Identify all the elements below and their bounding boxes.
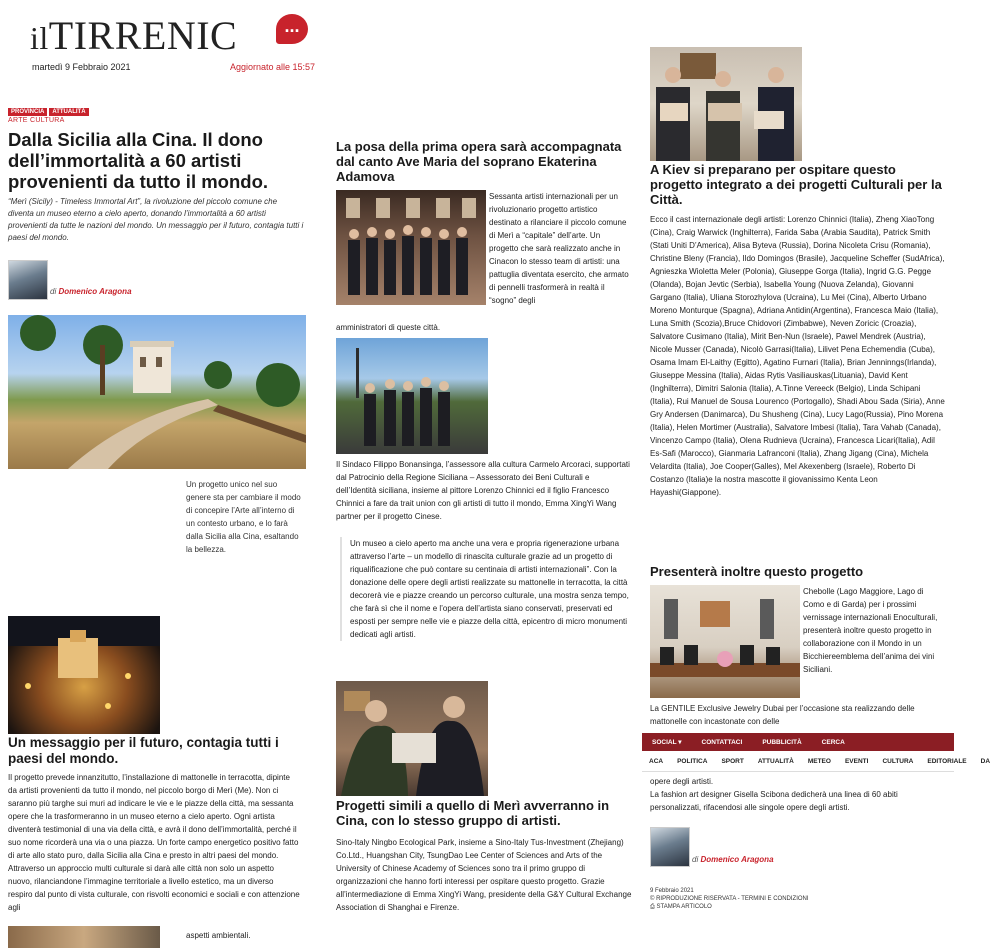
paragraph-simili: Sino-Italy Ningbo Ecological Park, insieme a Sino-Italy Tus-Investment (Zhejiang) Co.Ltd., Huangshan City, TsungDao Lee Center of Sciences and Arts of the University of Chinese Academy of Sciences sono tra il primo gruppo di organizzazioni che hanno forti interessi per ospitare questo progetto. Grazie all’intermediazione di Emma XingYi Wang, presidente della G&Y Cultural Exchange Association di Shanghai e Firenze. [336,838,632,912]
heading-kiev: A Kiev si preparano per ospitare questo progetto integrato a dei progetti Culturali per la Città. [650,162,942,207]
author-avatar-bottom[interactable] [650,827,690,867]
nav-bar-top [642,733,954,751]
nav-cultura[interactable]: CULTURA [882,758,914,765]
nav-cerca[interactable]: CERCA [821,738,845,746]
article-photo-conference [650,585,800,698]
night-illustration [8,616,160,734]
logo-bubble-icon: ... [276,14,308,44]
group-illustration [336,338,488,454]
paragraph-posa: Sessanta artisti internazionali per un rivoluzionario progetto artistico destinato a rilanciare il piccolo comune di Merì a “capitale” dell’arte. Un progetto che sarà realizzato anche in Cinacon lo stesso team di artisti: una pattuglia diventata esercito, che armato di pennelli trasformerà in realtà il “sogno” degli [489,192,629,305]
nav-sport[interactable]: SPORT [721,758,744,765]
nav-cronaca[interactable]: ACA [649,758,664,765]
article-title: Dalla Sicilia alla Cina. Il dono dell’immortalità a 60 artisti provenienti da tutto il mondo. [8,129,269,192]
footer-rights-link[interactable]: © RIPRODUZIONE RISERVATA - TERMINI E CONDIZIONI [650,896,809,902]
section-label[interactable]: ARTE CULTURA [8,117,65,124]
side-paragraph: Un progetto unico nel suo genere sta per cambiare il modo di concepire l’Arte all’interno di un contesto urbano, e lo farà dalla Sicilia alla Cina, esaltando la bellezza. [186,480,301,554]
nav-bar-sections [642,752,991,772]
article-lead: “Merì (Sicily) - Timeless Immortal Art”, la rivoluzione del piccolo comune che diventa un museo eterno a cielo aperto, donando l’immortalità a 60 artisti provenienti da tutte le nazioni del mondo. Un messaggio per il futuro, contagia tutti i paesi del mondo. [8,197,304,242]
kiev-illustration [650,47,802,161]
header-updated: Aggiornato alle 15:57 [230,62,316,72]
heading-presentera: Presenterà inoltre questo progetto [650,564,864,579]
article-photo-kiev [650,47,802,161]
article-photo-night [8,616,160,734]
painting-illustration [336,681,488,796]
nav-pubblicita[interactable]: PUBBLICITÀ [762,738,802,746]
nav-eventi[interactable]: EVENTI [844,758,869,765]
conference-illustration [650,585,800,698]
article-quote: Un museo a cielo aperto ma anche una vera e propria rigenerazione urbana attraverso l’arte – un modello di rinascita culturale grazie ad un progetto di riqualificazione che può contare su centinaia di artisti internazionali”. Con la donazione delle opere degli artisti realizzate su mattonelle in terracotta, la città decorerà vie e piazze creando un percorso culturale, una mostra senza tempo, che farà sì che il nome e l’opera dell’artista siano conservati, preservati ed esposti per sempre nelle vie e piazze della città, epicentro di micro monumenti dedicati agli artisti. [340,537,630,641]
paragraph-opere: opere degli artisti. [650,777,714,786]
nav-da[interactable]: DA [980,758,991,765]
article-photo-theater [336,190,486,305]
tag-list [8,100,91,118]
tag-attualita[interactable]: ATTUALITÀ [49,108,88,116]
nav-meteo[interactable]: METEO [807,758,831,765]
print-icon: ⎙ [650,904,655,910]
author-avatar[interactable] [8,260,48,300]
paragraph-message-tail: aspetti ambientali. [186,931,251,940]
paragraph-gentile: La GENTILE Exclusive Jewelry Dubai per l’occasione sta realizzando delle mattonelle con incastonate con delle [650,704,915,726]
article-photo-painting [336,681,488,796]
park-illustration [8,315,306,469]
footer-date: 9 Febbraio 2021 [650,888,694,894]
nav-attualita[interactable]: ATTUALITÀ [757,758,794,765]
paragraph-cast: Ecco il cast internazionale degli artisti: Lorenzo Chinnici (Italia), Zheng XiaoTong (Cina), Craig Warwick (Inghilterra), Farida Saba (Arabia Saudita), Patrick Smith (Stati Uniti D’America), Alisa Byteva (Russia), Dorina Nicoleta Crisu (Romania), Christine Bleny (Francia), Ildo Domingos (Brasile), Jacqueline Scheffer (SudAfrica), Agnieszka Wioletta Meler (Polonia), Giuseppe Gorga (Italia), Ingrid G.G. Pegge (Olanda), Bojan Jevtic (Serbia), Isabella Young (Nuova Zelanda), Giovanni Gargano (Italia), Uliana Storozhylova (Ucraina), Lu Mei (Cina), Alberto Urbano Moreno Monturque (Spagna), Adriana Antidin(Argentina), Francesca Maio (Italia), Luna Smith (Scozia),Bruce Chidovori (Zimbabwe), Neven Zoricic (Croazia), Salvatore Cusimano (Italia), Mirit Ben-Nun (Israele), Pawel Mendrek (Austria), Nicole Musser (Canada), Nicolò Garrasi(Italia), Lilivet Pena Echemendia (Cuba), Osama Imam El-Laithy (Egitto), Agatino Furnari (Italia), Brian Jenninngs(Irlanda), Giuseppe Messina (Italia), Aidas Rytis Vasiliauskas(Lituania), David Kent (Inghilterra), Dimitri Salonia (Italia), A.Tinne Vereeck (Belgio), Linda Schipani (Italia), Rui Manuel de Sousa Lourenco (Portogallo), Shadi Abou Sada (Siria), Anne Gry Andersen (Danimarca), Du Shusheng (Cina), Lucy Lago(Russia), Pino Morena (Italia), Helen Mortimer (Australia), Salvatore Imbesi (Italia), Tara Vahab (Canada), Vincenzo Campo (Italia), Olena Rudnieva (Ucraina), Francesca Licari(Italia), Adil Es-Safi (Marocco), Gianmaria Lafranconi (Italia), Zhang Jigang (Cina), Michela Velardita (Italia), Joe Cooper(Galles), Mel Akexenberg (Israele), Roberto Di Costanzo (Italia)e la nostra mascotte il giovanissimo Kenta Leon Hayashi(Giappone). [650,215,945,497]
print-article-link[interactable]: ⎙ STAMPA ARTICOLO [650,904,712,910]
author-byline[interactable]: di Domenico Aragona [50,287,132,296]
site-logo[interactable]: ilTIRRENIC [30,13,238,58]
article-photo-park [8,315,306,469]
tag-provincia[interactable]: PROVINCIA [8,108,47,116]
heading-posa: La posa della prima opera sarà accompagnata dal canto Ave Maria del soprano Ekaterina Adamova [336,139,622,184]
nav-contattaci[interactable]: CONTATTACI [701,738,743,746]
heading-simili: Progetti simili a quello di Merì avverranno in Cina, con lo stesso gruppo di artisti. [336,798,610,828]
article-photo-bottom [8,926,160,948]
heading-message: Un messaggio per il futuro, contagia tutti i paesi del mondo. [8,735,279,766]
paragraph-sindaco: Il Sindaco Filippo Bonansinga, l’assessore alla cultura Carmelo Arcoraci, supportati dal Patrocinio della Regione Siciliana – Assessorato dei Beni Culturali e dell’Identità siciliana, insieme al pittore Lorenzo Chinnici ed il figlio Francesco Chinnici a fare da trait union con gli artisti di tutto il mondo, Emma XingYi Wang partner per il progetto Cinese. [336,460,630,521]
header-date: martedì 9 Febbraio 2021 [32,62,131,72]
article-photo-group [336,338,488,454]
paragraph-message: Il progetto prevede innanzitutto, l’installazione di mattonelle in terracotta, dipinte da artisti provenienti da tutto il mondo, nel piccolo borgo di Merì (Me). Non ci saranno più targhe sui muri ad indicare le vie e le piazze della città, ma sessanta opere che la trasformeranno in un museo eterno a cielo aperto. Ogni artista diventerà testimonial di una via della città, e avrà il dono dell’immortalità, perché il suo nome ricorderà una via o una piazza. Un forte campo energetico positivo fatto di arte allo stato puro, dalla Sicilia alla Cina e presto in altri paesi del mondo. Attraverso un approccio multi culturale si darà alle città non solo un aspetto nuovo, rilanciandone l’immagine territoriale a livello estetico, ma un diverso respiro dal punto di vista culturale, con risvolti economici e sociali e con attenzione agli [8,773,300,912]
theater-illustration [336,190,486,305]
paragraph-presentera: Chebolle (Lago Maggiore, Lago di Como e di Garda) per i prossimi vernissage internazionali Enoculturali, presenterà inoltre questo progetto in collaborazione con il Mondo in un Bicchiereemblema dell’anima dei vini Siciliani. [803,587,938,674]
paragraph-fashion: La fashion art designer Gisella Scibona dedicherà una linea di 60 abiti personalizzati, rifacendosi alle singole opere degli artisti. [650,790,898,812]
nav-social[interactable]: SOCIAL ▾ [652,739,682,746]
nav-politica[interactable]: POLITICA [677,758,708,765]
nav-editoriale[interactable]: EDITORIALE [927,758,967,765]
author-byline-bottom[interactable]: di Domenico Aragona [692,855,774,864]
paragraph-posa-tail: amministratori di queste città. [336,323,441,332]
